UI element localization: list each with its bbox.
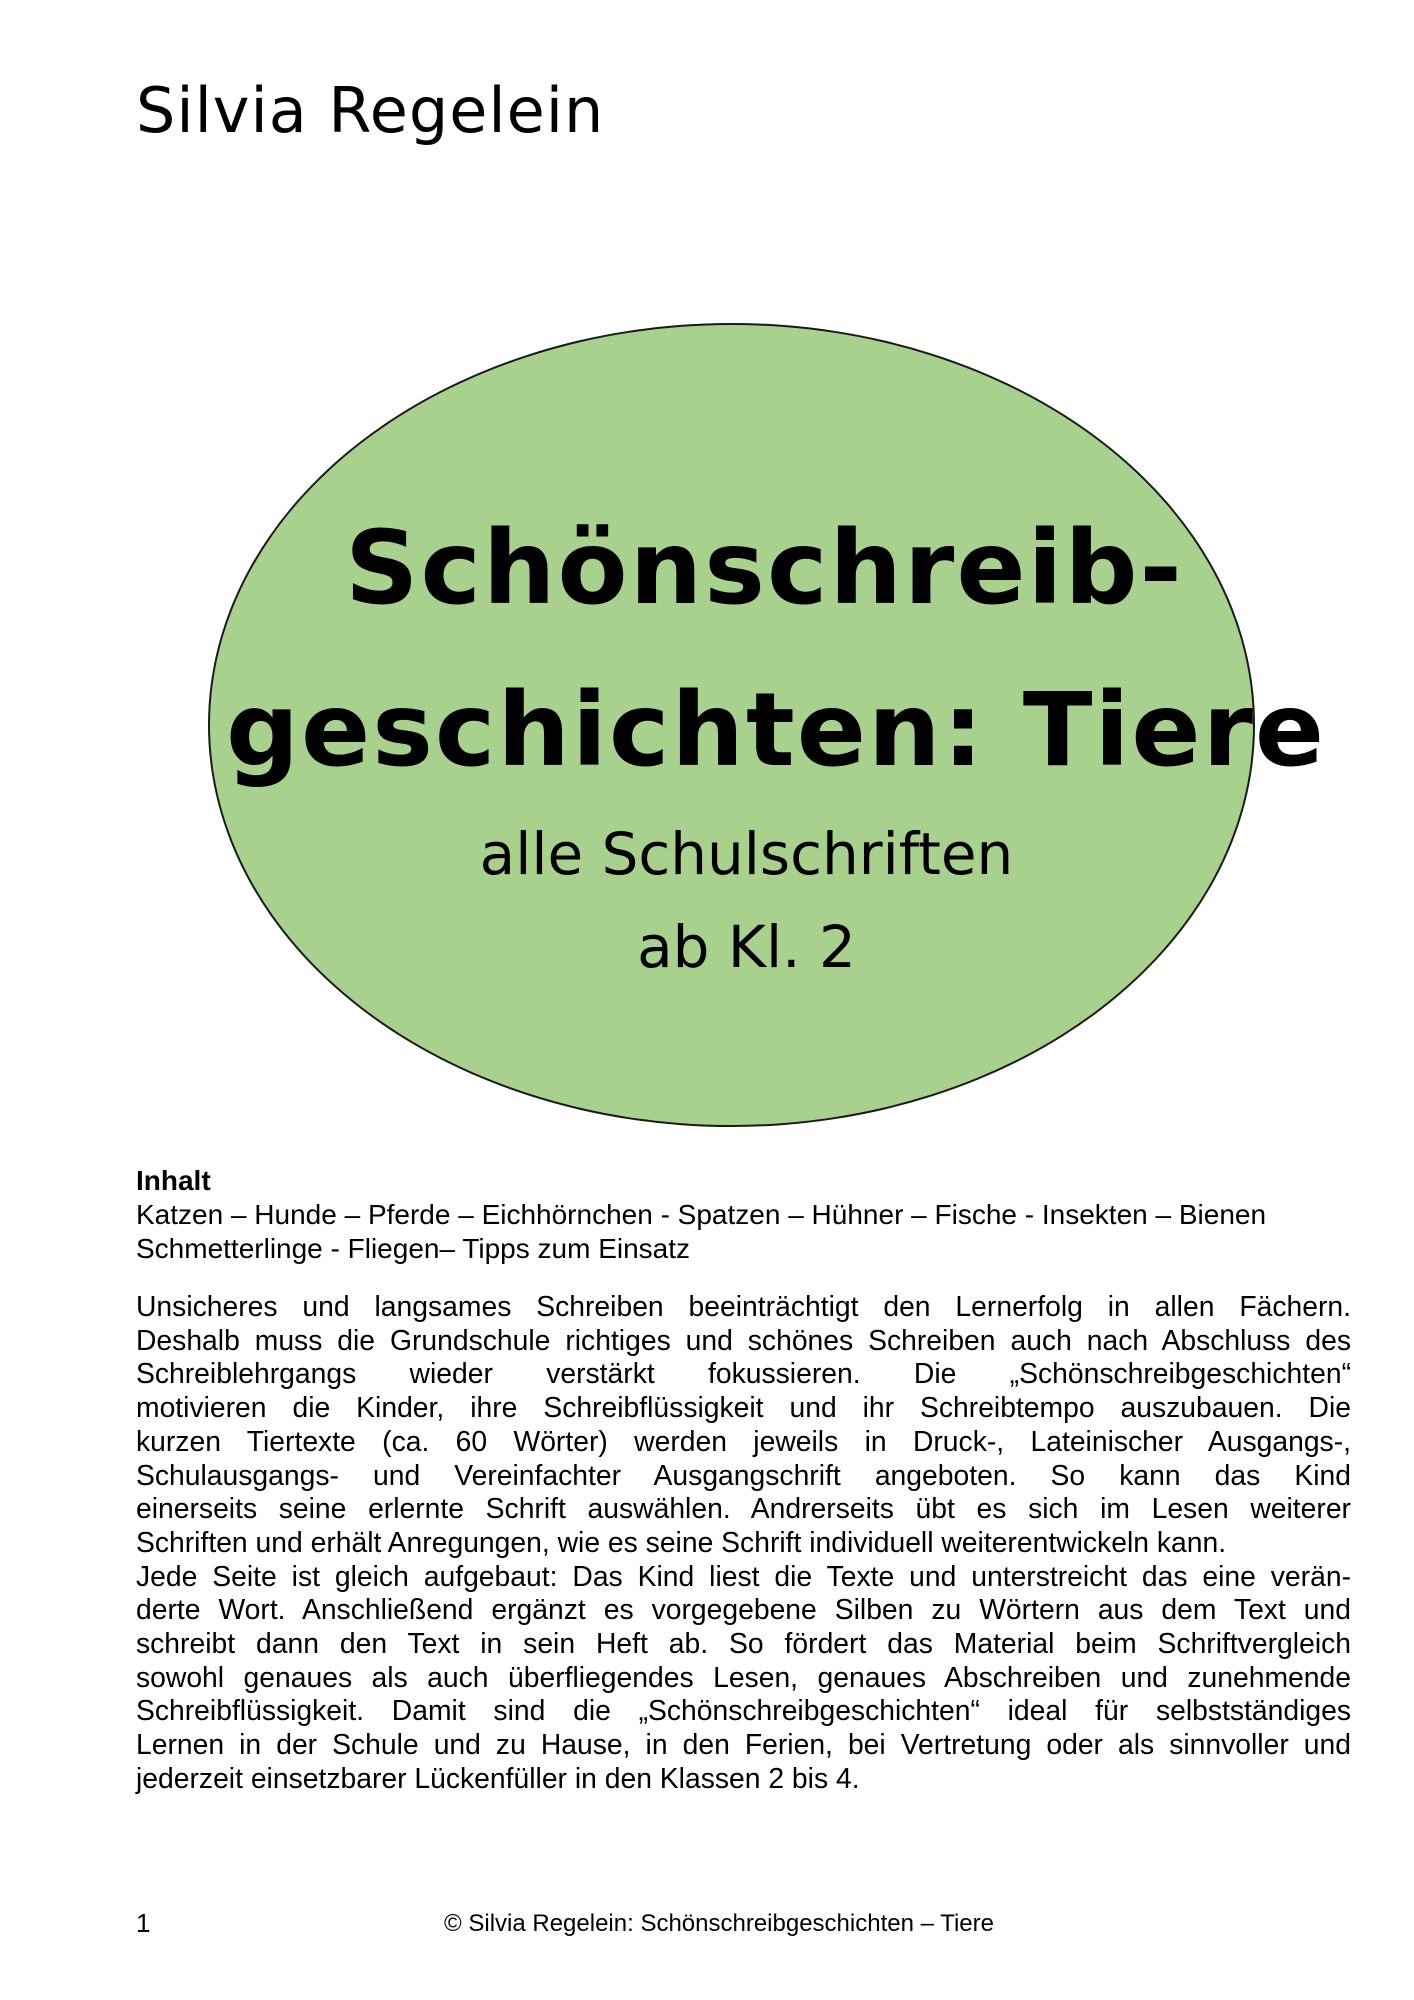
page-number: 1 (136, 1908, 151, 1938)
title-line-2: geschichten: Tiere (226, 671, 1327, 790)
description-line: einerseits seine erlernte Schrift auswählen. Andrerseits übt es sich im Lesen weiterer (136, 1492, 1351, 1525)
description-line: Schreibflüssigkeit. Damit sind die „Schönschreibgeschichten“ ideal für selbstständiges (136, 1694, 1351, 1727)
title-line-1: Schönschreib- (345, 509, 1184, 628)
description-line: Schriften und erhält Anregungen, wie es seine Schrift individuell weiterentwickeln kann. (136, 1525, 1227, 1558)
description-line: kurzen Tiertexte (ca. 60 Wörter) werden jeweils in Druck-, Lateinischer Ausgangs-, (136, 1424, 1351, 1457)
description-line: jederzeit einsetzbarer Lückenfüller in den Klassen 2 bis 4. (136, 1761, 860, 1794)
description-line: Lernen in der Schule und zu Hause, in den Ferien, bei Vertretung oder als sinnvoller und (136, 1728, 1351, 1761)
subtitle-line-2: ab Kl. 2 (637, 913, 856, 981)
description-line: Schreiblehrgangs wieder verstärkt fokussieren. Die „Schönschreibgeschichten“ (136, 1357, 1351, 1390)
description-line: sowohl genaues als auch überfliegendes Lesen, genaues Abschreiben und zunehmende (136, 1660, 1351, 1693)
content-list-line-1: Katzen – Hunde – Pferde – Eichhörnchen - Spatzen – Hühner – Fische - Insekten – Bienen (136, 1199, 1267, 1230)
description-line: derte Wort. Anschließend ergänzt es vorgegebene Silben zu Wörtern aus dem Text und (136, 1593, 1351, 1626)
description-line: Unsicheres und langsames Schreiben beeinträchtigt den Lernerfolg in allen Fächern. (136, 1290, 1351, 1322)
footer-copyright: © Silvia Regelein: Schönschreibgeschichten – Tiere (444, 1910, 994, 1937)
content-list-line-2: Schmetterlinge - Fliegen– Tipps zum Einsatz (136, 1233, 691, 1264)
description-paragraph (136, 1290, 1351, 1796)
description-line: Schulausgangs- und Vereinfachter Ausgangschrift angeboten. So kann das Kind (136, 1458, 1351, 1491)
content-heading: Inhalt (136, 1165, 211, 1196)
description-line: Jede Seite ist gleich aufgebaut: Das Kind liest die Texte und unterstreicht das eine verän- (136, 1559, 1351, 1592)
description-line: schreibt dann den Text in sein Heft ab. So fördert das Material beim Schriftvergleich (136, 1627, 1351, 1660)
description-line: motivieren die Kinder, ihre Schreibflüssigkeit und ihr Schreibtempo auszubauen. Die (136, 1391, 1351, 1424)
description-line: Deshalb muss die Grundschule richtiges und schönes Schreiben auch nach Abschluss des (136, 1323, 1351, 1356)
author-name: Silvia Regelein (136, 74, 605, 147)
content-section (136, 1164, 1351, 1266)
subtitle-line-1: alle Schulschriften (479, 820, 1014, 888)
